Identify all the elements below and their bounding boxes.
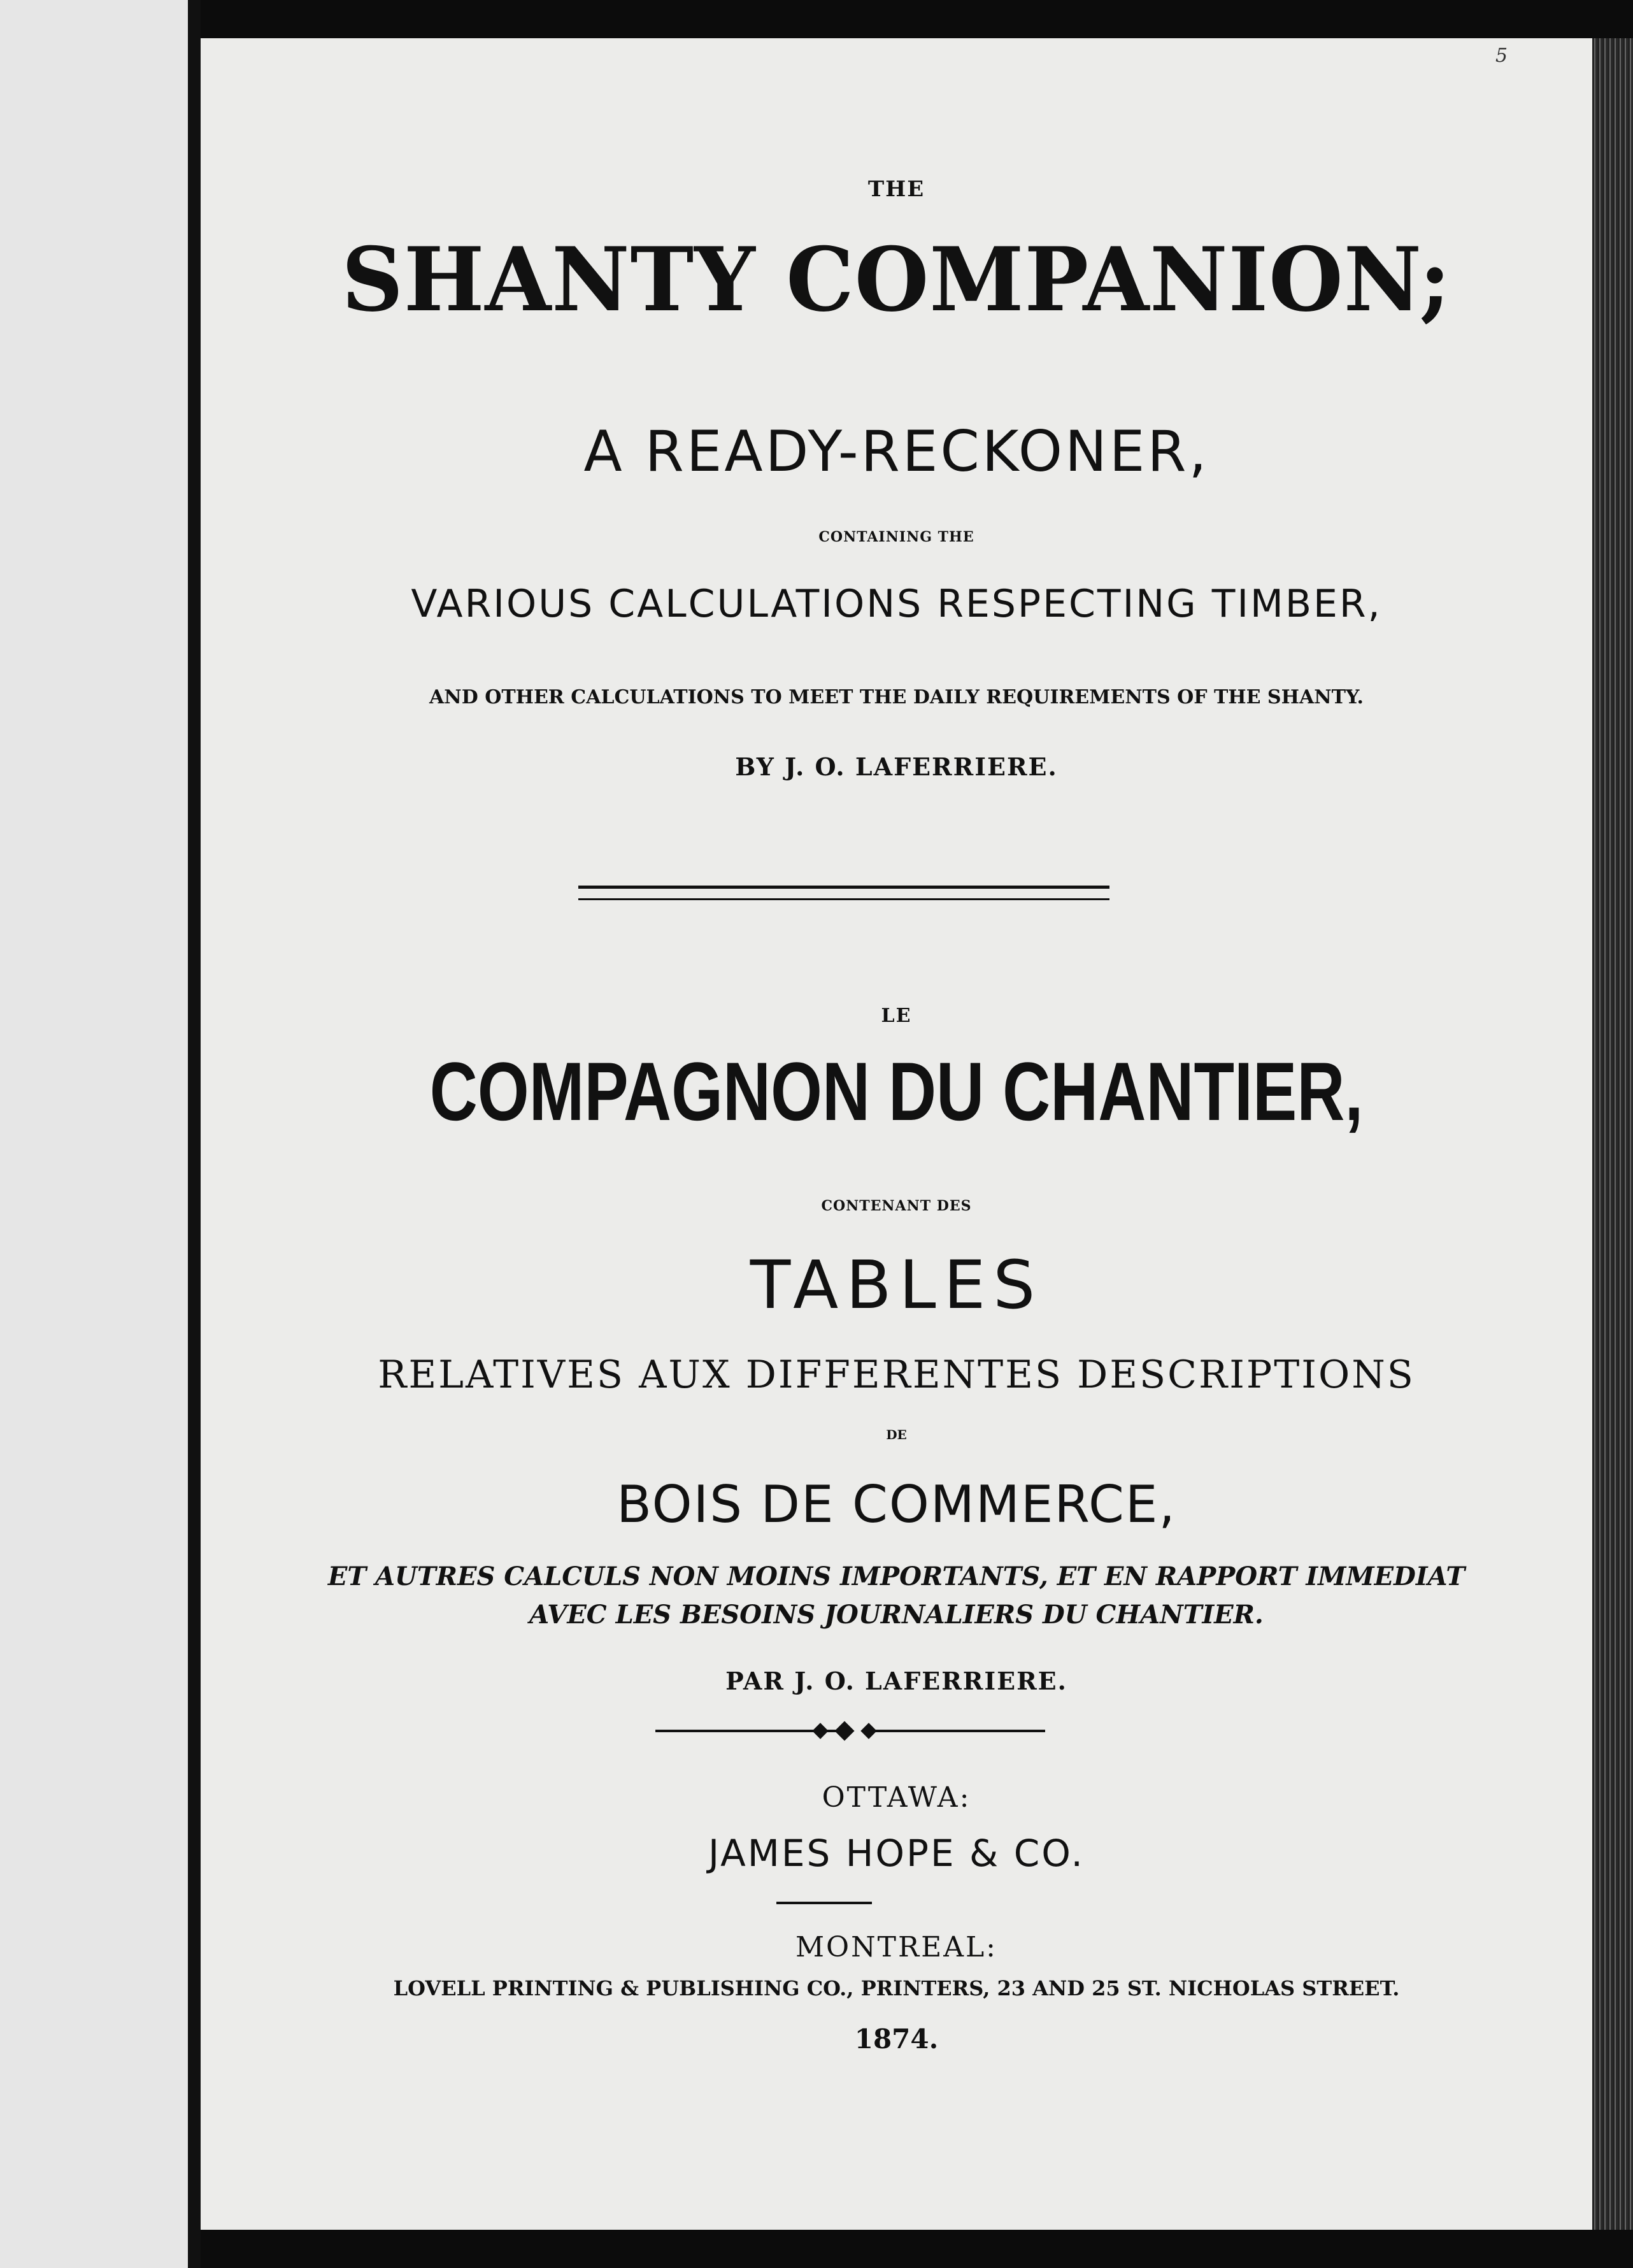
title-page	[201, 38, 1592, 2230]
page-edges	[1592, 38, 1633, 2230]
publisher-name: JAMES HOPE & CO.	[708, 1832, 1085, 1875]
ornament-diamond	[812, 1723, 828, 1739]
contenant-label: CONTENANT DES	[821, 1198, 972, 1214]
autres-line-1: ET AUTRES CALCULS NON MOINS IMPORTANTS, ET EN RAPPORT IMMEDIAT	[327, 1561, 1465, 1591]
english-subtitle: A READY-RECKONER,	[583, 419, 1209, 484]
english-author: BY J. O. LAFERRIERE.	[735, 752, 1058, 781]
ornament-rule-right	[863, 1730, 1045, 1732]
the-label: THE	[867, 176, 925, 202]
printer-line: LOVELL PRINTING & PUBLISHING CO., PRINTERS, 23 AND 25 ST. NICHOLAS STREET.	[393, 1976, 1400, 2000]
facing-page	[0, 0, 188, 2268]
de-label: DE	[886, 1427, 907, 1442]
le-label: LE	[881, 1005, 912, 1027]
containing-label: CONTAINING THE	[818, 529, 974, 545]
year: 1874.	[854, 2023, 939, 2055]
ottawa-label: OTTAWA:	[822, 1781, 971, 1814]
calculations-line: VARIOUS CALCULATIONS RESPECTING TIMBER,	[411, 582, 1382, 626]
relatives-line: RELATIVES AUX DIFFERENTES DESCRIPTIONS	[378, 1353, 1415, 1397]
page-number: 5	[1495, 45, 1508, 67]
double-rule-top	[578, 886, 1109, 889]
french-title: COMPAGNON DU CHANTIER,	[429, 1045, 1364, 1138]
french-author: PAR J. O. LAFERRIERE.	[725, 1667, 1067, 1695]
double-rule-bottom	[578, 898, 1109, 900]
montreal-label: MONTREAL:	[795, 1931, 998, 1963]
ornament-diamond-center	[834, 1721, 854, 1740]
book-gutter	[188, 0, 201, 2268]
english-title: SHANTY COMPANION;	[341, 227, 1451, 331]
tables-heading: TABLES	[750, 1246, 1043, 1324]
other-calculations-line: AND OTHER CALCULATIONS TO MEET THE DAILY REQUIREMENTS OF THE SHANTY.	[429, 686, 1364, 708]
autres-line-2: AVEC LES BESOINS JOURNALIERS DU CHANTIER.	[529, 1600, 1264, 1630]
bois-heading: BOIS DE COMMERCE,	[617, 1475, 1176, 1534]
short-rule	[776, 1902, 872, 1904]
